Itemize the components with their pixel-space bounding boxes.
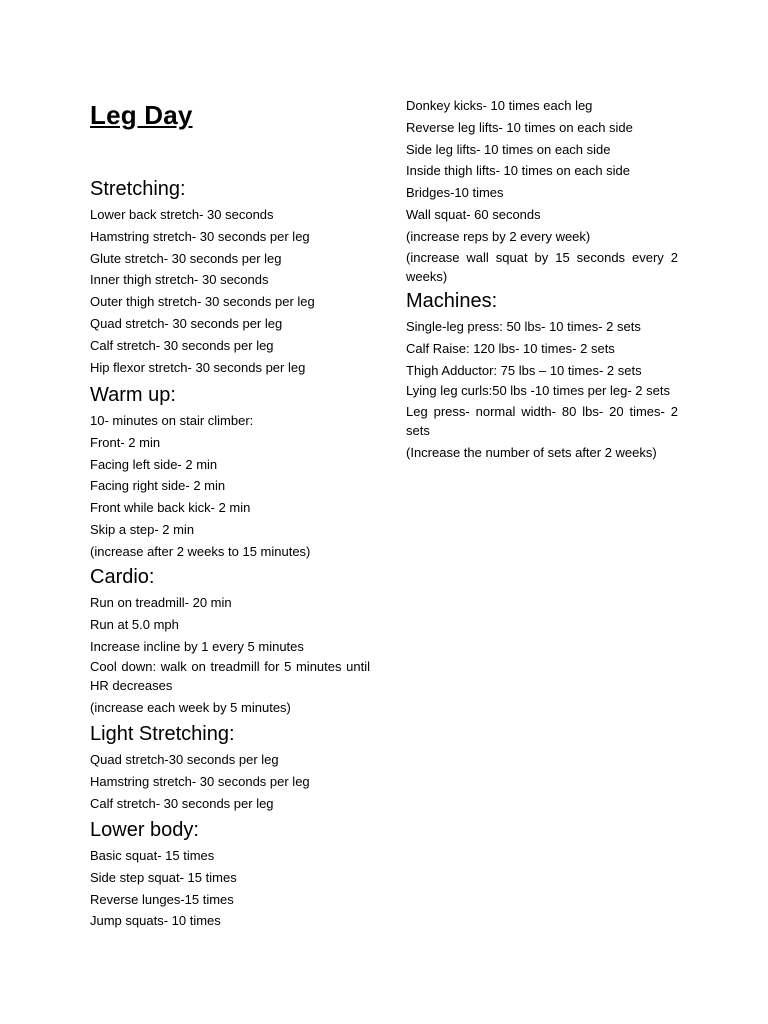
list-item: Single-leg press: 50 lbs- 10 times- 2 sets	[406, 319, 641, 334]
list-item: Calf stretch- 30 seconds per leg	[90, 795, 274, 811]
list-item: Side leg lifts- 10 times on each side	[406, 141, 611, 157]
list-item: (increase wall squat by 15 seconds every 2 weeks)	[406, 249, 678, 284]
list-item: Basic squat- 15 times	[90, 848, 215, 863]
list-item: (increase after 2 weeks to 15 minutes)	[90, 543, 311, 559]
list-item: Jump squats- 10 times	[90, 913, 221, 929]
list-item: Thigh Adductor: 75 lbs – 10 times- 2 sets	[406, 362, 642, 378]
section-heading: Lower body:	[90, 819, 199, 841]
list-item: Hip flexor stretch- 30 seconds per leg	[90, 359, 306, 375]
list-item: Quad stretch-30 seconds per leg	[90, 752, 279, 767]
list-item: Facing left side- 2 min	[90, 456, 218, 472]
list-item: Facing right side- 2 min	[90, 478, 226, 494]
section-heading: Machines:	[406, 290, 498, 312]
list-item: Hamstring stretch- 30 seconds per leg	[90, 773, 310, 789]
section-cardio	[90, 564, 370, 719]
list-item: Outer thigh stretch- 30 seconds per leg	[90, 294, 315, 310]
list-item: 10- minutes on stair climber:	[90, 413, 254, 428]
list-item: Inner thigh stretch- 30 seconds	[90, 272, 269, 288]
list-item: (increase each week by 5 minutes)	[90, 700, 291, 716]
list-item: Bridges-10 times	[406, 185, 504, 201]
list-item: Calf stretch- 30 seconds per leg	[90, 337, 274, 353]
list-item: Lying leg curls:50 lbs -10 times per leg- 2 sets	[406, 383, 670, 399]
list-item: Front- 2 min	[90, 434, 161, 450]
list-item: Side step squat- 15 times	[90, 869, 237, 885]
section-light-stretching	[90, 721, 370, 814]
list-item: Cool down: walk on treadmill for 5 minutes until HR decreases	[90, 659, 370, 694]
list-item: Hamstring stretch- 30 seconds per leg	[90, 228, 310, 244]
list-item: Run at 5.0 mph	[90, 616, 179, 632]
page-title: Leg Day	[90, 100, 193, 130]
list-item: (Increase the number of sets after 2 weeks)	[406, 445, 657, 461]
list-item: Leg press- normal width- 80 lbs- 20 times- 2 sets	[406, 404, 678, 439]
list-item: Skip a step- 2 min	[90, 521, 195, 537]
list-item: Run on treadmill- 20 min	[90, 595, 232, 610]
list-item: Donkey kicks- 10 times each leg	[406, 98, 593, 113]
list-item: Glute stretch- 30 seconds per leg	[90, 250, 282, 266]
section-stretching	[90, 176, 370, 378]
section-heading: Stretching:	[90, 178, 186, 200]
list-item: Quad stretch- 30 seconds per leg	[90, 315, 283, 331]
list-item: Inside thigh lifts- 10 times on each side	[406, 163, 631, 179]
section-heading: Warm up:	[90, 384, 176, 406]
list-item: Front while back kick- 2 min	[90, 500, 251, 516]
list-item: Increase incline by 1 every 5 minutes	[90, 638, 304, 654]
section-lower-body	[90, 817, 370, 932]
list-item: Reverse lunges-15 times	[90, 891, 234, 907]
section-heading: Cardio:	[90, 566, 155, 588]
list-item: Lower back stretch- 30 seconds	[90, 207, 274, 222]
list-item: (increase reps by 2 every week)	[406, 228, 591, 244]
section-machines	[406, 288, 678, 464]
section-warm-up	[90, 382, 370, 563]
list-item: Reverse leg lifts- 10 times on each side	[406, 119, 633, 135]
section-exercises	[406, 95, 678, 288]
list-item: Calf Raise: 120 lbs- 10 times- 2 sets	[406, 340, 615, 356]
section-heading: Light Stretching:	[90, 723, 235, 745]
list-item: Wall squat- 60 seconds	[406, 206, 541, 222]
